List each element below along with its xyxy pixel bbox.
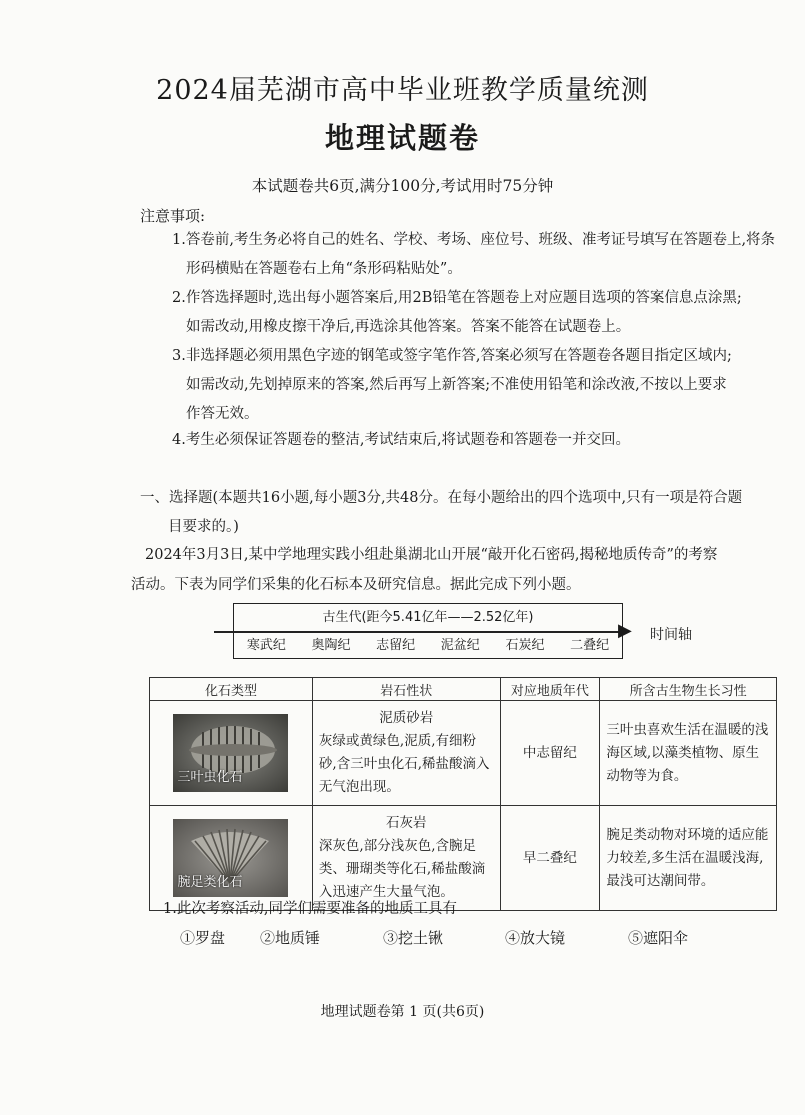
option-3: ③挖土锹 bbox=[383, 929, 444, 947]
notice-line: 作答无效。 bbox=[186, 406, 259, 422]
table-row bbox=[150, 806, 777, 911]
table-row bbox=[150, 701, 777, 806]
option-5: ⑤遮阳伞 bbox=[628, 929, 689, 947]
rock-cell bbox=[312, 806, 500, 911]
option-2: ②地质锤 bbox=[260, 929, 321, 947]
trilobite-fossil-image bbox=[173, 714, 288, 792]
rock-name: 石灰岩 bbox=[385, 815, 427, 831]
arrow-right-icon: ▶ bbox=[618, 620, 632, 641]
column-header: 岩石性状 bbox=[312, 678, 500, 701]
habit-cell: 三叶虫喜欢生活在温暖的浅海区域,以藻类植物、原生动物等为食。 bbox=[600, 701, 777, 806]
exam-title: 2024届芜湖市高中毕业班教学质量统测 bbox=[156, 75, 649, 106]
age-cell: 中志留纪 bbox=[500, 701, 600, 806]
fossil-cell bbox=[150, 701, 313, 806]
notice-item-2 bbox=[172, 284, 742, 342]
period-label: 志留纪 bbox=[376, 638, 416, 653]
period-list bbox=[234, 634, 622, 653]
notice-heading: 注意事项: bbox=[140, 207, 206, 225]
notice-line: 如需改动,先划掉原来的答案,然后再写上新答案;不准使用铅笔和涂改液,不按以上要求 bbox=[186, 377, 727, 393]
rock-name: 泥质砂岩 bbox=[379, 710, 434, 726]
notice-item-3 bbox=[172, 342, 732, 429]
option-4: ④放大镜 bbox=[505, 929, 566, 947]
notice-item-1 bbox=[172, 226, 775, 284]
section-line: 目要求的。) bbox=[168, 519, 239, 535]
material-intro bbox=[131, 540, 785, 600]
exam-info: 本试题卷共6页,满分100分,考试用时75分钟 bbox=[251, 177, 554, 195]
notice-line: 形码横贴在答题卷右上角“条形码粘贴处”。 bbox=[186, 261, 462, 277]
notice-line: 如需改动,用橡皮擦干净后,再选涂其他答案。答案不能答在试题卷上。 bbox=[186, 319, 631, 335]
section-heading bbox=[140, 484, 785, 542]
fossil-caption: 三叶虫化石 bbox=[177, 770, 243, 785]
rock-cell bbox=[312, 701, 500, 806]
axis-label: 时间轴 bbox=[650, 627, 692, 643]
timeline-era-box bbox=[233, 603, 623, 659]
question-stem: 1.此次考察活动,同学们需要准备的地质工具有 bbox=[163, 901, 457, 917]
fossil-table bbox=[149, 677, 777, 911]
intro-line: 活动。下表为同学们采集的化石标本及研究信息。据此完成下列小题。 bbox=[131, 577, 581, 593]
habit-cell: 腕足类动物对环境的适应能力较差,多生活在温暖浅海,最浅可达潮间带。 bbox=[600, 806, 777, 911]
notice-line: 1.答卷前,考生务必将自己的姓名、学校、考场、座位号、班级、准考证号填写在答题卷上,将条 bbox=[172, 232, 776, 248]
column-header: 化石类型 bbox=[150, 678, 313, 701]
period-label: 奥陶纪 bbox=[311, 638, 351, 653]
subject-title: 地理试题卷 bbox=[324, 121, 480, 155]
intro-line: 2024年3月3日,某中学地理实践小组赴巢湖北山开展“敲开化石密码,揭秘地质传奇”的考察 bbox=[145, 547, 718, 563]
notice-line: 4.考生必须保证答题卷的整洁,考试结束后,将试题卷和答题卷一并交回。 bbox=[172, 432, 631, 448]
fossil-cell bbox=[150, 806, 313, 911]
period-label: 二叠纪 bbox=[570, 638, 610, 653]
era-label: 古生代(距今5.41亿年——2.52亿年) bbox=[322, 610, 534, 625]
period-label: 石炭纪 bbox=[505, 638, 545, 653]
rock-description: 深灰色,部分浅灰色,含腕足类、珊瑚类等化石,稀盐酸滴入迅速产生大量气泡。 bbox=[318, 838, 486, 900]
notice-line: 3.非选择题必须用黑色字迹的钢笔或签字笔作答,答案必须写在答题卷各题目指定区域内; bbox=[172, 348, 732, 364]
column-header: 对应地质年代 bbox=[500, 678, 600, 701]
section-line: 一、选择题(本题共16小题,每小题3分,共48分。在每小题给出的四个选项中,只有一项是符合题 bbox=[140, 490, 743, 506]
page-footer: 地理试题卷第 1 页(共6页) bbox=[320, 1004, 485, 1020]
period-label: 寒武纪 bbox=[246, 638, 286, 653]
notice-item-4 bbox=[172, 426, 630, 455]
notice-line: 2.作答选择题时,选出每小题答案后,用2B铅笔在答题卷上对应题目选项的答案信息点涂黑; bbox=[172, 290, 742, 306]
option-1: ①罗盘 bbox=[180, 929, 226, 947]
table-header-row bbox=[150, 678, 777, 701]
rock-description: 灰绿或黄绿色,泥质,有细粉砂,含三叶虫化石,稀盐酸滴入无气泡出现。 bbox=[318, 733, 490, 795]
period-label: 泥盆纪 bbox=[440, 638, 480, 653]
age-cell: 早二叠纪 bbox=[500, 806, 600, 911]
brachiopod-fossil-image bbox=[173, 819, 288, 897]
fossil-caption: 腕足类化石 bbox=[177, 875, 243, 890]
column-header: 所含古生物生长习性 bbox=[600, 678, 777, 701]
